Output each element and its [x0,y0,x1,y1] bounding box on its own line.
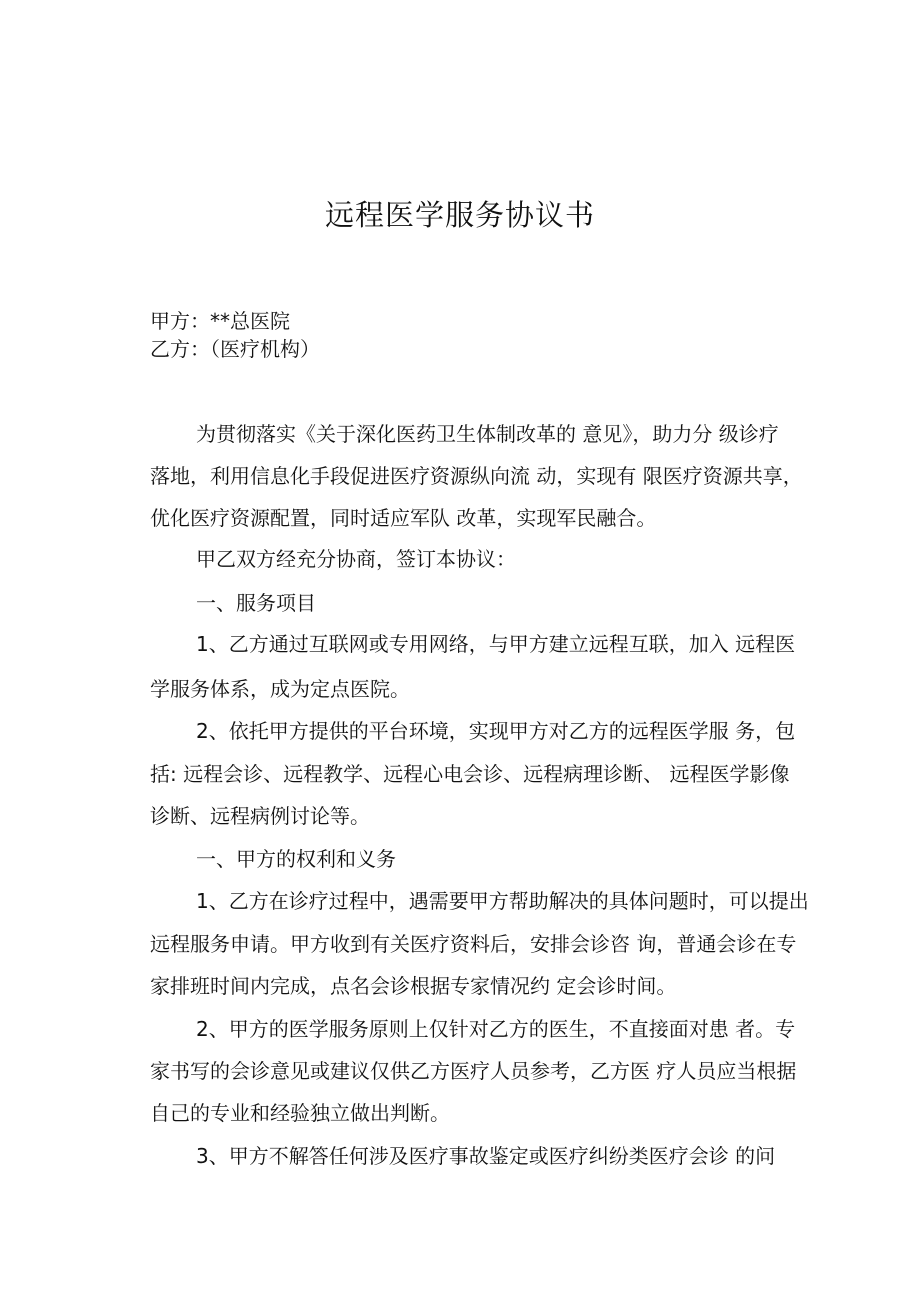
paragraph-line: 优化医疗资源配置，同时适应军队 改革，实现军民融合。 [150,506,657,530]
paragraph-line: 自己的专业和经验独立做出判断。 [150,1101,450,1125]
paragraph-line: 诊断、远程病例讨论等。 [150,804,370,828]
section-heading: 一、甲方的权利和义务 [196,847,396,871]
section-heading: 一、服务项目 [196,591,316,615]
party-a: 甲方：**总医院 [150,309,290,333]
paragraph-line: 远程服务申请。甲方收到有关医疗资料后，安排会诊咨 询，普通会诊在专 [150,932,797,956]
paragraph-line: 家排班时间内完成，点名会诊根据专家情况约 定会诊时间。 [150,974,677,998]
paragraph-line: 括: 远程会诊、远程教学、远程心电会诊、远程病理诊断、 远程医学影像 [150,762,790,786]
paragraph-line: 家书写的会诊意见或建议仅供乙方医疗人员参考，乙方医 疗人员应当根据 [150,1059,797,1083]
paragraph-line: 1、乙方在诊疗过程中，遇需要甲方帮助解决的具体问题时，可以提出 [196,889,809,913]
paragraph-line: 甲乙双方经充分协商，签订本协议： [196,547,516,571]
paragraph-line: 1、乙方通过互联网或专用网络，与甲方建立远程互联，加入 远程医 [196,632,796,656]
document-title: 远程医学服务协议书 [324,198,595,232]
paragraph-line: 2、依托甲方提供的平台环境，实现甲方对乙方的远程医学服 务，包 [196,719,796,743]
paragraph-line: 落地，利用信息化手段促进医疗资源纵向流 动，实现有 限医疗资源共享， [150,464,803,488]
paragraph-line: 3、甲方不解答任何涉及医疗事故鉴定或医疗纠纷类医疗会诊 的问 [196,1144,776,1168]
paragraph-line: 为贯彻落实《关于深化医药卫生体制改革的 意见》，助力分 级诊疗 [196,422,779,446]
paragraph-line: 学服务体系，成为定点医院。 [150,677,410,701]
paragraph-line: 2、甲方的医学服务原则上仅针对乙方的医生，不直接面对患 者。专 [196,1017,796,1041]
party-b: 乙方：（医疗机构） [150,337,320,361]
